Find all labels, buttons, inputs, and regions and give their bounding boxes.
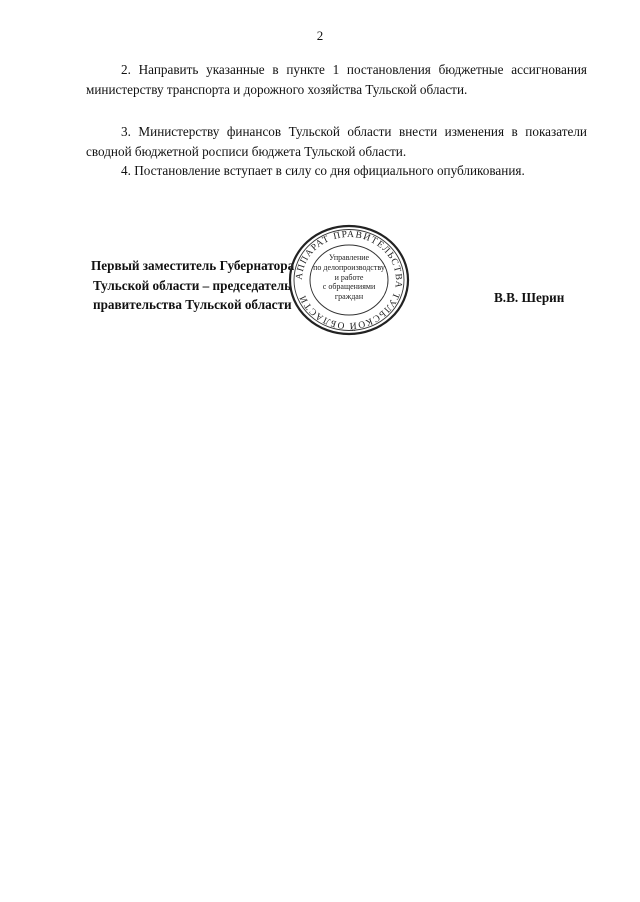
page-number: 2 <box>316 28 324 43</box>
stamp-center-line-4: с обращениями <box>322 282 376 292</box>
signer-name: В.В. Шерин <box>494 290 565 305</box>
stamp-ring-text: АППАРАТ ПРАВИТЕЛЬСТВА ТУЛЬСКОЙ ОБЛАСТИ <box>294 229 404 331</box>
signatory-line-3: правительства Тульской области <box>93 297 292 312</box>
signatory-line-2: Тульской области – председатель <box>93 277 292 293</box>
stamp-center-line-5: граждан <box>334 292 364 302</box>
stamp-center-text <box>310 253 388 302</box>
stamp-center-line-1: Управление <box>328 253 370 262</box>
paragraph-3: 3. Министерству финансов Тульской области внести изменения в показатели сводной бюджетной росписи бюджета Тульской области. <box>86 124 587 159</box>
signatory-position <box>91 256 294 315</box>
paragraph-4: 4. Постановление вступает в силу со дня официального опубликования. <box>121 163 525 178</box>
signatory-line-1: Первый заместитель Губернатора <box>91 258 295 273</box>
stamp-center-line-3: и работе <box>334 272 364 282</box>
paragraph-2: 2. Направить указанные в пункте 1 постановления бюджетные ассигнования министерству транспорта и дорожного хозяйства Тульской области. <box>86 62 587 97</box>
stamp-center-line-2: по делопроизводству <box>313 262 385 272</box>
